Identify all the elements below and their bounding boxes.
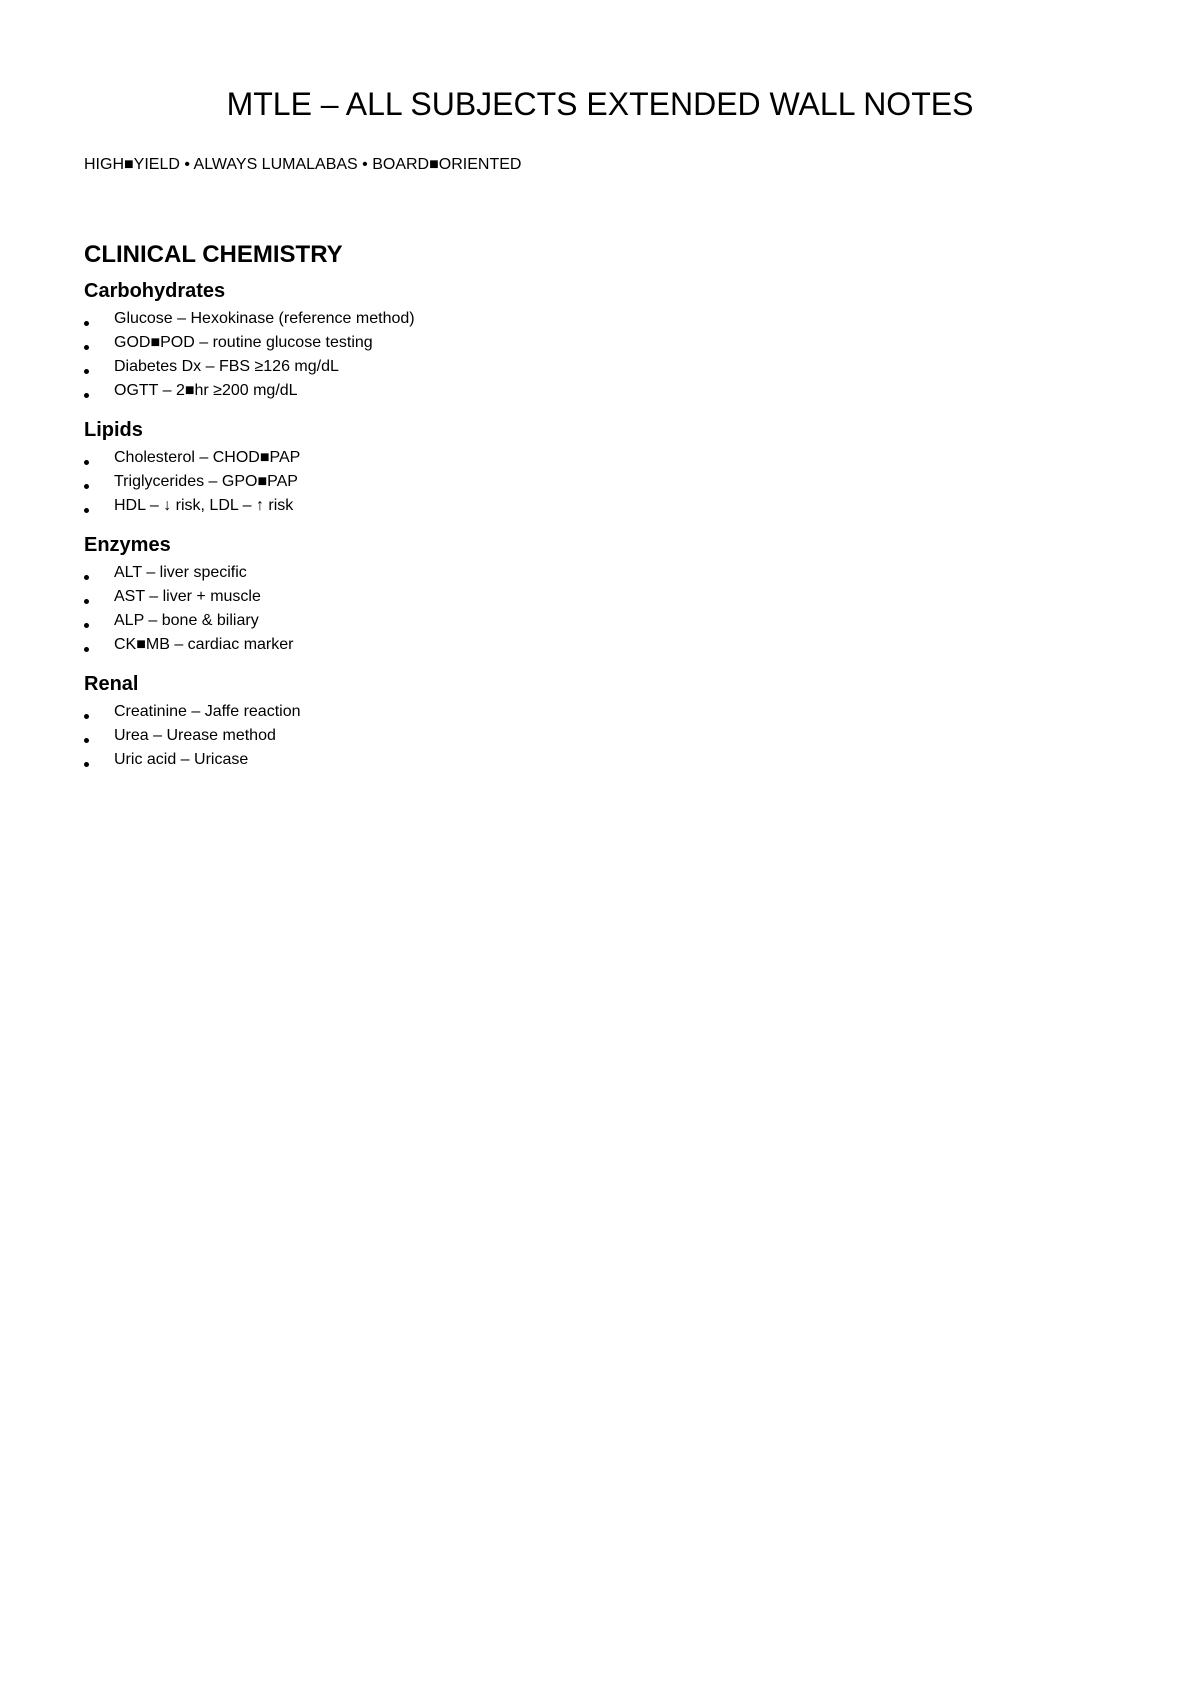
subsection-title: Lipids (84, 419, 143, 441)
list-item (84, 633, 1114, 657)
list-item (84, 470, 1114, 494)
subsection-renal (84, 671, 1114, 772)
list-item (84, 446, 1114, 470)
list-item (84, 355, 1114, 379)
list-item-text: HDL – ↓ risk, LDL – ↑ risk (114, 497, 294, 514)
bullet-icon (84, 714, 89, 719)
bullet-icon (84, 599, 89, 604)
subsection-title: Renal (84, 673, 139, 695)
bullet-icon (84, 647, 89, 652)
bullet-icon (84, 345, 89, 350)
list-item (84, 700, 1114, 724)
list-item (84, 307, 1114, 331)
subsection-lipids (84, 417, 1114, 518)
list-item (84, 379, 1114, 403)
bullet-list (84, 307, 1114, 403)
list-item-text: AST – liver + muscle (114, 588, 261, 605)
bullet-list (84, 561, 1114, 657)
notes-content (84, 240, 1114, 786)
subsection-title: Carbohydrates (84, 280, 226, 302)
bullet-icon (84, 762, 89, 767)
list-item-text: CK■MB – cardiac marker (114, 636, 294, 653)
list-item (84, 331, 1114, 355)
section-title: CLINICAL CHEMISTRY (84, 241, 343, 268)
list-item (84, 609, 1114, 633)
list-item (84, 724, 1114, 748)
list-item-text: Creatinine – Jaffe reaction (114, 703, 301, 720)
bullet-icon (84, 369, 89, 374)
list-item-text: ALT – liver specific (114, 564, 247, 581)
subsection-title: Enzymes (84, 534, 171, 556)
list-item-text: Triglycerides – GPO■PAP (114, 473, 298, 490)
bullet-icon (84, 460, 89, 465)
bullet-list (84, 700, 1114, 772)
list-item-text: Cholesterol – CHOD■PAP (114, 449, 301, 466)
bullet-list (84, 446, 1114, 518)
list-item (84, 494, 1114, 518)
list-item-text: OGTT – 2■hr ≥200 mg/dL (114, 382, 298, 399)
list-item (84, 585, 1114, 609)
list-item-text: Diabetes Dx – FBS ≥126 mg/dL (114, 358, 339, 375)
list-item-text: Urea – Urease method (114, 727, 276, 744)
list-item (84, 748, 1114, 772)
list-item (84, 561, 1114, 585)
list-item-text: Uric acid – Uricase (114, 751, 249, 768)
list-item-text: ALP – bone & biliary (114, 612, 259, 629)
page-title: MTLE – ALL SUBJECTS EXTENDED WALL NOTES (226, 86, 974, 122)
bullet-icon (84, 484, 89, 489)
subsection-carbohydrates (84, 278, 1114, 403)
bullet-icon (84, 393, 89, 398)
bullet-icon (84, 738, 89, 743)
list-item-text: Glucose – Hexokinase (reference method) (114, 310, 415, 327)
bullet-icon (84, 623, 89, 628)
bullet-icon (84, 575, 89, 580)
bullet-icon (84, 321, 89, 326)
list-item-text: GOD■POD – routine glucose testing (114, 334, 373, 351)
bullet-icon (84, 508, 89, 513)
subsection-enzymes (84, 532, 1114, 657)
page-subtitle: HIGH■YIELD • ALWAYS LUMALABAS • BOARD■ORIENTED (84, 156, 522, 173)
